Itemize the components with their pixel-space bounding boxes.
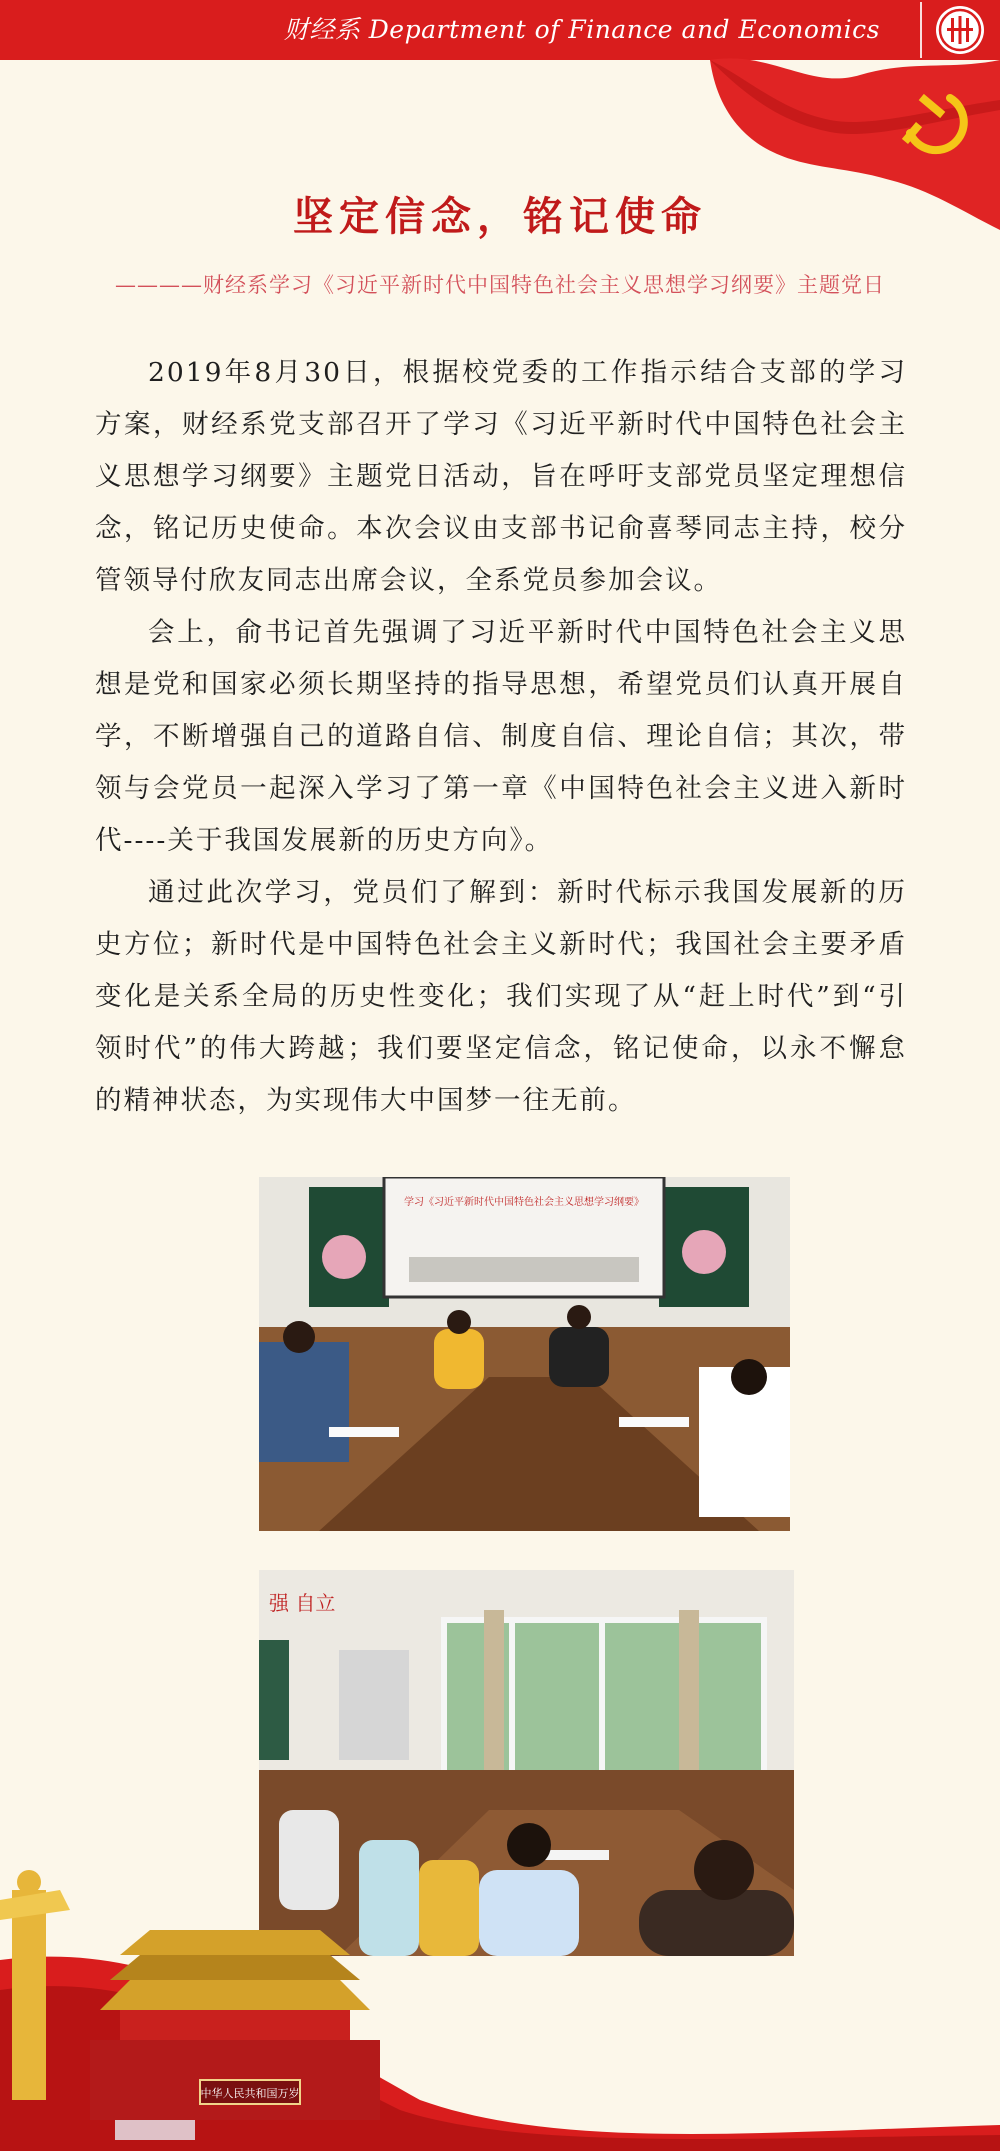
article-body [95,347,907,1127]
tiananmen-decoration [0,1870,1000,2151]
page-title: 坚定信念，铭记使命 [293,193,707,240]
screen-text: 学习《习近平新时代中国特色社会主义思想学习纲要》 [404,1197,644,1208]
paragraph: 通过此次学习，党员们了解到：新时代标示我国发展新的历史方位；新时代是中国特色社会主义新时代；我国社会主要矛盾变化是关系全局的历史性变化；我们实现了从“赶上时代”到“引领时代”的伟大跨越；我们要坚定信念，铭记使命，以永不懈怠的精神状态，为实现伟大中国梦一往无前。 [95,877,907,1116]
wall-text: 强 自立 [269,1591,336,1615]
department-label: 财经系 Department of Finance and Economics [283,15,880,44]
page-subtitle: ————财经系学习《习近平新时代中国特色社会主义思想学习纲要》主题党日 [115,273,885,297]
meeting-photo-1 [259,1177,790,1531]
paragraph: 会上，俞书记首先强调了习近平新时代中国特色社会主义思想是党和国家必须长期坚持的指导思想，希望党员们认真开展自学，不断增强自己的道路自信、制度自信、理论自信；其次，带领与会党员一起深入学习了第一章《中国特色社会主义进入新时代----关于我国发展新的历史方向》。 [95,617,907,856]
paragraph: 2019年8月30日，根据校党委的工作指示结合支部的学习方案，财经系党支部召开了学习《习近平新时代中国特色社会主义思想学习纲要》主题党日活动，旨在呼吁支部党员坚定理想信念，铭记历史使命。本次会议由支部书记俞喜琴同志主持，校分管领导付欣友同志出席会议，全系党员参加会议。 [95,357,907,596]
gate-plaque: 中华人民共和国万岁 [200,2087,300,2100]
